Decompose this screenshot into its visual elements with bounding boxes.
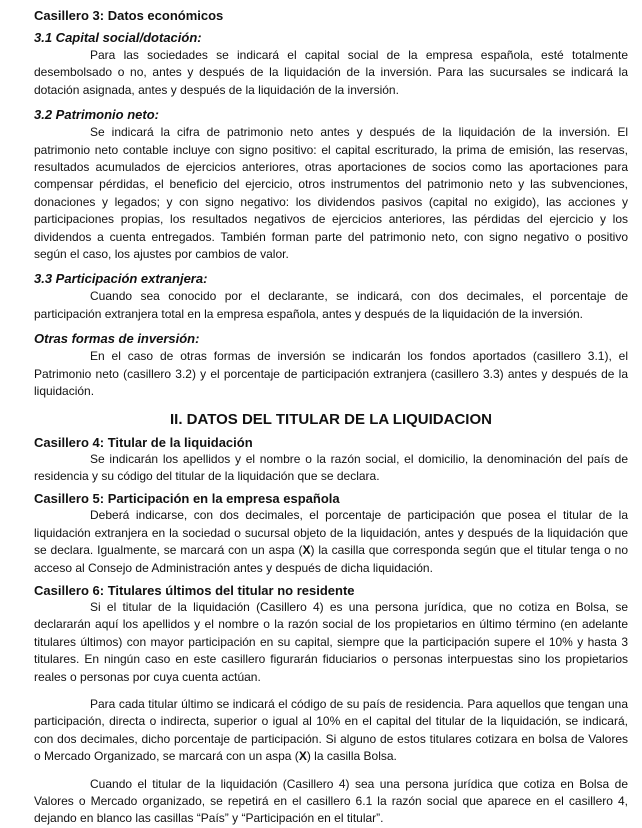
casillero5-text-before: Deberá indicarse, con dos decimales, el porcentaje de participación que posea el titular de la liquidación extranjera en la sociedad o sucursal objeto de la liquidación, antes y después de la liquidación que se declara. Igualmente, se marcará con un aspa ( [34,508,628,558]
casillero6-p1: Si el titular de la liquidación (Casillero 4) es una persona jurídica, que no cotiza en Bolsa, se declararán aquí los apellidos y el nombre o la razón social de los propietarios en último término (en adelante titulares últimos) con mayor participación en su capital, siempre que la participación supere el 10% y hasta 3 titulares. En ningún caso en este casillero figurarán fiduciarios o personas interpuestas sino los propietarios reales o personas por cuya cuenta actúan. [34,599,628,684]
s33-text: Cuando sea conocido por el declarante, se indicará, con dos decimales, el porcentaje de participación extranjera total en la empresa española, antes y después de la liquidación de la inversión. [34,289,628,321]
s33-title: 3.3 Participación extranjera: [34,271,208,287]
casillero6-p2-mark: X [298,749,307,764]
casillero5-heading: Casillero 5: Participación en la empresa española [34,491,340,507]
casillero6-p3: Cuando el titular de la liquidación (Casillero 4) sea una persona jurídica que cotiza en Bolsa de Valores o Mercado organizado, se repetirá en el casillero 6.1 la razón social que aparece en el casillero 4, dejando en blanco las casillas “País” y “Participación en el titular”. [34,776,628,826]
casillero5-text [34,507,628,577]
casillero4-heading: Casillero 4: Titular de la liquidación [34,434,253,450]
casillero3-heading: Casillero 3: Datos económicos [34,8,224,23]
casillero6-heading: Casillero 6: Titulares últimos del titular no residente [34,582,355,598]
casillero4-text: Se indicarán los apellidos y el nombre o la razón social, el domicilio, la denominación del país de residencia y su código del titular de la liquidación que se declara. [34,451,628,483]
otras-title: Otras formas de inversión: [34,331,200,347]
s32-text: Se indicará la cifra de patrimonio neto antes y después de la liquidación de la inversión. El patrimonio neto contable incluye con signo positivo: el capital escriturado, la prima de emisión, las reservas, resultados acumulados de ejercicios anteriores, otras aportaciones de socios como las aportaciones para compensar pérdidas, el beneficio del ejercicio, otros instrumentos del patrimonio neto y las subvenciones, donaciones y legados; y con signo negativo: los dividendos pasivos (capital no exigido), las acciones y participaciones propias, los resultados negativos de ejercicios anteriores, las pérdidas del ejercicio y los dividendos a cuenta entregados. También forman parte del patrimonio neto, con signo negativo o positivo según el caso, los ajustes por cambios de valor. [34,125,628,262]
s31-text: Para las sociedades se indicará el capital social de la empresa española, esté totalmente desembolsado o no, antes y después de la liquidación de la inversión. Para las sucursales se indicará la dotación asignada, antes y después de la liquidación de la inversión. [34,48,628,97]
section-title: II. DATOS DEL TITULAR DE LA LIQUIDACION [170,410,492,428]
s31-title: 3.1 Capital social/dotación: [34,30,202,45]
casillero6-p2 [34,696,628,766]
otras-text: En el caso de otras formas de inversión se indicarán los fondos aportados (casillero 3.1), el Patrimonio neto (casillero 3.2) y el porcentaje de participación extranjera (casillero 3.3) antes y después de la liquidación. [34,349,628,399]
s32-title: 3.2 Patrimonio neto: [34,107,159,123]
casillero5-mark: X [302,543,311,558]
casillero5-text-after: ) la casilla que corresponda según que el titular tenga o no acceso al Consejo de Administración antes y después de dicha liquidación. [34,543,628,575]
casillero6-p2-before: Para cada titular último se indicará el código de su país de residencia. Para aquellos que tengan una participación, directa o indirecta, superior o igual al 10% en el capital del titular de la liquidación, se indicará, con dos decimales, dicho porcentaje de participación. Si alguno de estos titulares cotizara en bolsa de Valores o Mercado Organizado, se marcará con un aspa ( [34,696,628,764]
casillero6-p2-after: ) la casilla Bolsa. [306,749,397,764]
